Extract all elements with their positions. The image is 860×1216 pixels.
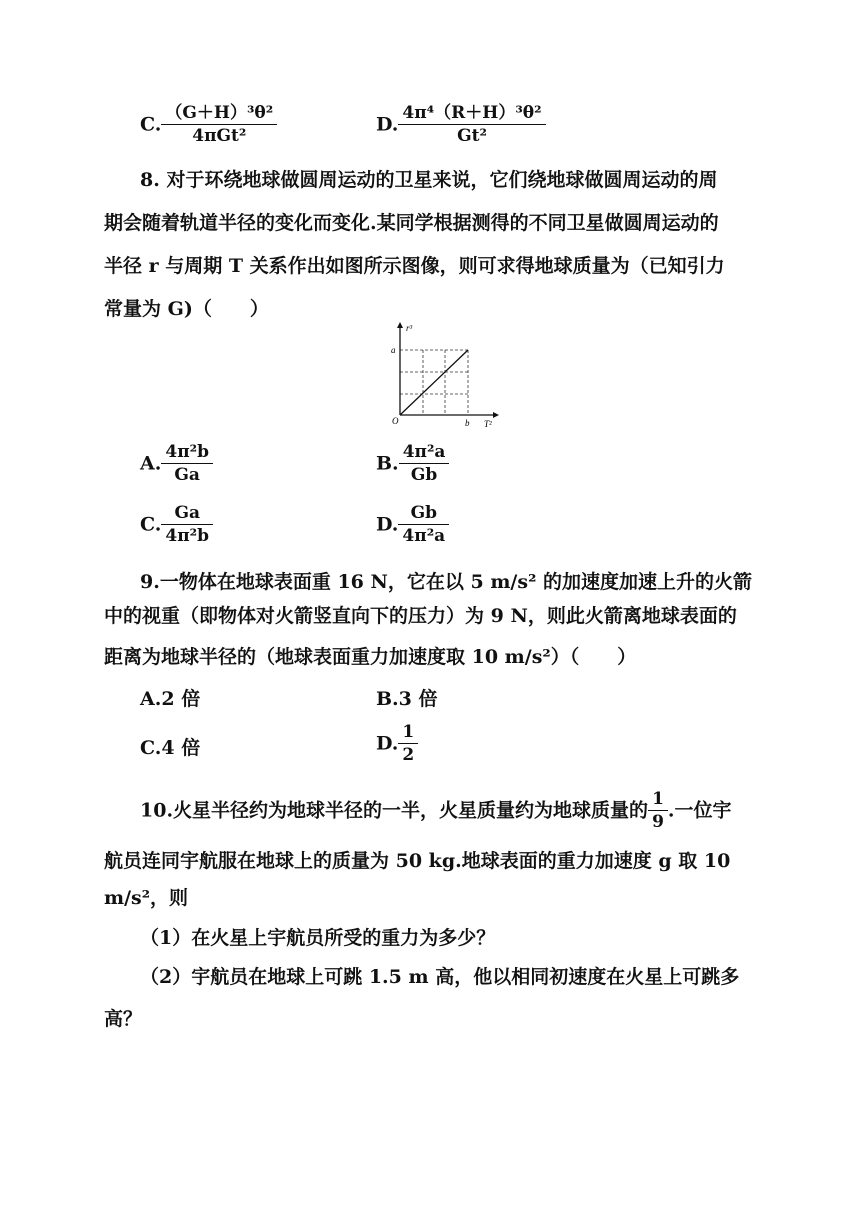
q9-option-b[interactable]: B.3 倍 xyxy=(376,688,438,710)
q8-option-b[interactable] xyxy=(376,441,449,486)
q8-option-d[interactable] xyxy=(376,502,449,547)
q8-option-b-label: B. xyxy=(376,452,399,475)
q8-graph-x-arrow xyxy=(493,412,499,418)
q8-option-c-denominator: 4π²b xyxy=(165,526,210,546)
q10-sub-question-1: （1）在火星上宇航员所受的重力为多少？ xyxy=(140,927,496,949)
q8-line-4: 常量为 G)（ ） xyxy=(104,298,269,320)
q9-line-2: 中的视重（即物体对火箭竖直向下的压力）为 9 N，则此火箭离地球表面的 xyxy=(104,605,737,627)
q7-option-d-label: D. xyxy=(376,113,399,136)
q7-option-d[interactable] xyxy=(376,102,546,147)
q8-graph-origin-label: O xyxy=(392,416,399,426)
q8-graph-b-label: b xyxy=(465,418,470,428)
q9-option-d[interactable] xyxy=(376,721,418,766)
q9-option-d-label: D. xyxy=(376,732,399,755)
q8-graph-a-label: a xyxy=(391,345,396,355)
q9-option-a[interactable]: A.2 倍 xyxy=(140,688,201,710)
q8-graph xyxy=(385,320,500,432)
q10-line-1-text: 10.火星半径约为地球半径的一半，火星质量约为地球质量的 xyxy=(140,799,649,822)
q9-line-1: 9.一物体在地球表面重 16 N，它在以 5 m/s² 的加速度加速上升的火箭 xyxy=(140,571,752,593)
q8-option-a-numerator: 4π²b xyxy=(161,441,213,464)
q8-graph-y-label: r³ xyxy=(406,323,413,333)
q10-mass-ratio-fraction xyxy=(648,788,668,833)
q8-option-a-denominator: Ga xyxy=(174,465,200,485)
q7-option-c-fraction xyxy=(161,102,277,147)
q10-line-1-suffix: .一位宇 xyxy=(667,799,732,822)
q8-graph-line xyxy=(400,350,468,415)
q8-option-d-denominator: 4π²a xyxy=(402,526,446,546)
q10-line-2: 航员连同宇航服在地球上的质量为 50 kg.地球表面的重力加速度 g 取 10 xyxy=(104,850,731,872)
q8-option-a-label: A. xyxy=(140,452,162,475)
q8-option-d-fraction xyxy=(398,502,449,547)
q8-graph-y-arrow xyxy=(397,322,403,328)
q9-option-c[interactable]: C.4 倍 xyxy=(140,737,201,759)
q8-option-b-numerator: 4π²a xyxy=(399,441,450,464)
q7-option-d-denominator: Gt² xyxy=(457,126,487,146)
q8-option-c-numerator: Ga xyxy=(161,502,213,525)
q9-option-d-numerator: 1 xyxy=(398,721,418,744)
q7-option-d-numerator: 4π⁴（R＋H）³θ² xyxy=(398,102,545,125)
q8-option-a[interactable] xyxy=(140,441,213,486)
q7-option-c-numerator: （G＋H）³θ² xyxy=(161,102,277,125)
q8-option-b-fraction xyxy=(399,441,450,486)
q9-option-d-denominator: 2 xyxy=(402,745,415,765)
q7-option-d-fraction xyxy=(398,102,545,147)
q8-line-3: 半径 r 与周期 T 关系作出如图所示图像，则可求得地球质量为（已知引力 xyxy=(104,255,725,277)
q8-option-d-numerator: Gb xyxy=(398,502,449,525)
q10-line-1 xyxy=(140,788,800,833)
q8-graph-x-label: T² xyxy=(484,419,492,429)
q8-option-c[interactable] xyxy=(140,502,213,547)
q8-line-2: 期会随着轨道半径的变化而变化.某同学根据测得的不同卫星做圆周运动的 xyxy=(104,212,719,234)
q10-mass-ratio-denominator: 9 xyxy=(652,812,664,832)
q8-option-d-label: D. xyxy=(376,513,399,536)
q9-option-d-fraction xyxy=(398,721,418,766)
q10-sub-question-2-cont: 高？ xyxy=(104,1008,143,1030)
q9-line-3: 距离为地球半径的（地球表面重力加速度取 10 m/s²）（ ） xyxy=(104,646,637,668)
q7-option-c-label: C. xyxy=(140,113,162,136)
q8-option-c-label: C. xyxy=(140,513,162,536)
q7-option-c[interactable] xyxy=(140,102,277,147)
q7-option-c-denominator: 4πGt² xyxy=(192,126,247,146)
q10-mass-ratio-numerator: 1 xyxy=(648,788,668,811)
q8-option-b-denominator: Gb xyxy=(410,465,438,485)
q10-line-3: m/s²，则 xyxy=(104,887,189,909)
q10-sub-question-2: （2）宇航员在地球上可跳 1.5 m 高，他以相同初速度在火星上可跳多 xyxy=(140,966,740,988)
q8-option-a-fraction xyxy=(161,441,213,486)
q8-line-1: 8. 对于环绕地球做圆周运动的卫星来说，它们绕地球做圆周运动的周 xyxy=(140,169,718,191)
q8-option-c-fraction xyxy=(161,502,213,547)
